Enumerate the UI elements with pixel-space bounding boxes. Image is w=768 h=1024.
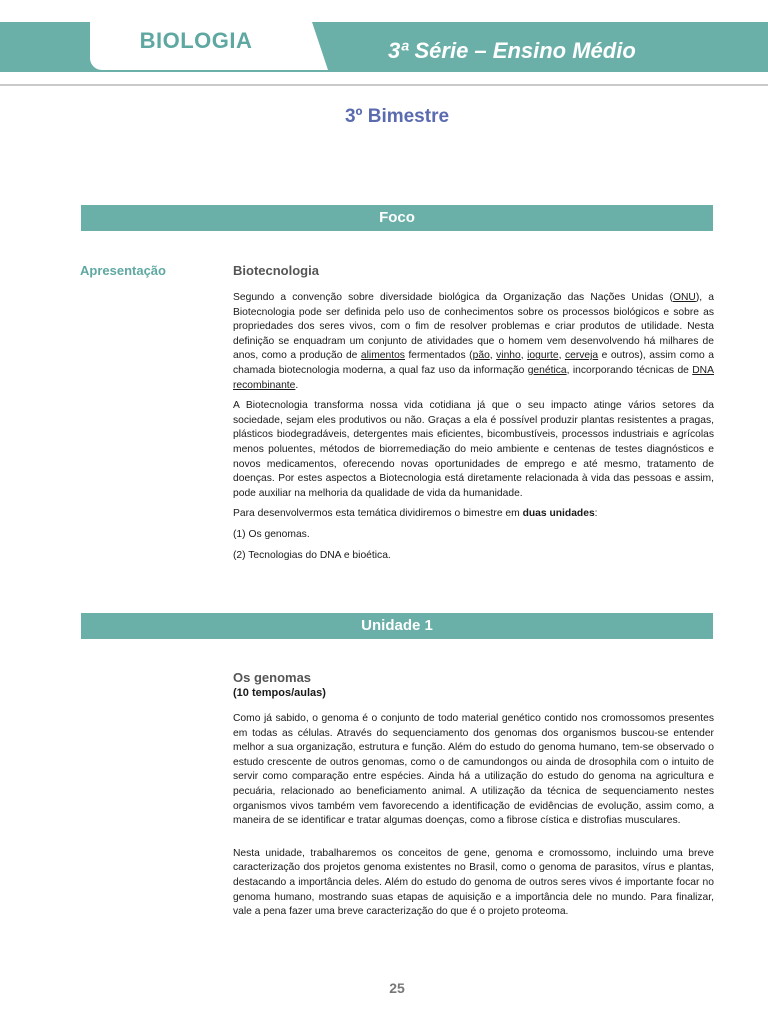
link-pao[interactable]: pão [472, 350, 490, 362]
link-onu[interactable]: ONU [672, 292, 696, 303]
unidade-1-paragraph-2: Nesta unidade, trabalharemos os conceitos de gene, genoma e cromossomo, incluindo uma breve caracterização dos projetos genoma existentes no Brasil, como o genoma de parasitos, vírus e plantas, destacando a importância deles. Além do estudo do genoma de outros seres vivos é importante focar no genoma humano, mostrando suas etapas de aquisição e a importância dele no mundo. Para finalizar, vale a pena fazer uma breve caracterização do que é o projeto proteoma. [233, 847, 714, 918]
unidade-1-subtitle: (10 tempos/aulas) [233, 687, 326, 699]
foco-list-item-2: (2) Tecnologias do DNA e bioética. [233, 549, 391, 561]
unidade-1-title: Os genomas [233, 670, 312, 685]
foco-list-item-1: (1) Os genomas. [233, 528, 310, 540]
link-cerveja[interactable]: cerveja [564, 350, 599, 362]
foco-paragraph-1: Segundo a convenção sobre diversidade biológica da Organização das Nações Unidas (ONU), a Biotecnologia pode ser definida pelo uso de conhecimentos sobre os processos biológicos e sobre as propriedades dos seres vivos, com o fim de resolver problemas e criar produtos de utilidade. Nesta definição se enquadram um conjunto de atividades que o homem vem desenvolvendo há milhares de anos, como a produção de alimentos fermentados (pão, vinho, iogurte, cerveja e outros), assim como a chamada biotecnologia moderna, a qual faz uso da informação genética, incorporando técnicas de DNA recombinante. [233, 292, 714, 391]
link-iogurte[interactable]: iogurte [527, 350, 559, 362]
apresentacao-label: Apresentação [80, 263, 166, 278]
link-alimentos[interactable]: alimentos [360, 350, 405, 362]
subject-title: BIOLOGIA [139, 28, 253, 53]
header-divider [0, 84, 768, 86]
unidade-1-paragraph-1: Como já sabido, o genoma é o conjunto de todo material genético contido nos cromossomos presentes em todas as células. Através do sequenciamento dos genomas dos organismos buscou-se entender melhor a sua organização, estrutura e função. Além do estudo do genoma humano, tem-se observado o estudo crescente de outros genomas, como o de camundongos ou ainda de drosophila com o intuito de servir como comparação entre espécies. Ainda há a utilização do estudo do genoma na agricultura e pecuária, relacionado ao beneficiamento animal. A utilização da técnica de sequenciamento nestes organismos vivos também vem favorecendo a identificação de evidências de evolução, assim como, a maneira de se identificar e tratar algumas doenças, como a fibrose cística e distrofias musculares. [233, 713, 714, 827]
foco-bar: Foco [81, 205, 713, 231]
unidade-1-bar: Unidade 1 [81, 613, 713, 639]
link-vinho[interactable]: vinho [496, 350, 521, 362]
link-genetica[interactable]: genética [527, 364, 567, 376]
foco-title: Biotecnologia [233, 263, 319, 278]
foco-content [233, 291, 714, 569]
grade-title: 3ª Série – Ensino Médio [388, 38, 636, 63]
bimestre-title: 3º Bimestre [344, 106, 450, 127]
page-number: 25 [389, 980, 405, 996]
foco-paragraph-3: Para desenvolvermos esta temática dividiremos o bimestre em duas unidades: [233, 508, 598, 520]
unidade-1-content [233, 712, 714, 926]
foco-paragraph-2: A Biotecnologia transforma nossa vida cotidiana já que o seu impacto atinge vários setores da sociedade, sejam eles produtivos ou não. Graças a ela é possível produzir plantas resistentes a pragas, plásticos biodegradáveis, detergentes mais eficientes, bicombustíveis, processos industriais e agrícolas menos poluentes, métodos de biorremediação do meio ambiente e centenas de testes diagnósticos e novos medicamentos, oferecendo novas oportunidades de emprego e até mesmo, tratamento de doenças. Por estes aspectos a Biotecnologia está diretamente relacionada à vida das pessoas e assim, pode auxiliar na melhoria da qualidade de vida da humanidade. [233, 400, 714, 499]
link-dna-recombinante[interactable]: DNA recombinante [233, 364, 714, 391]
